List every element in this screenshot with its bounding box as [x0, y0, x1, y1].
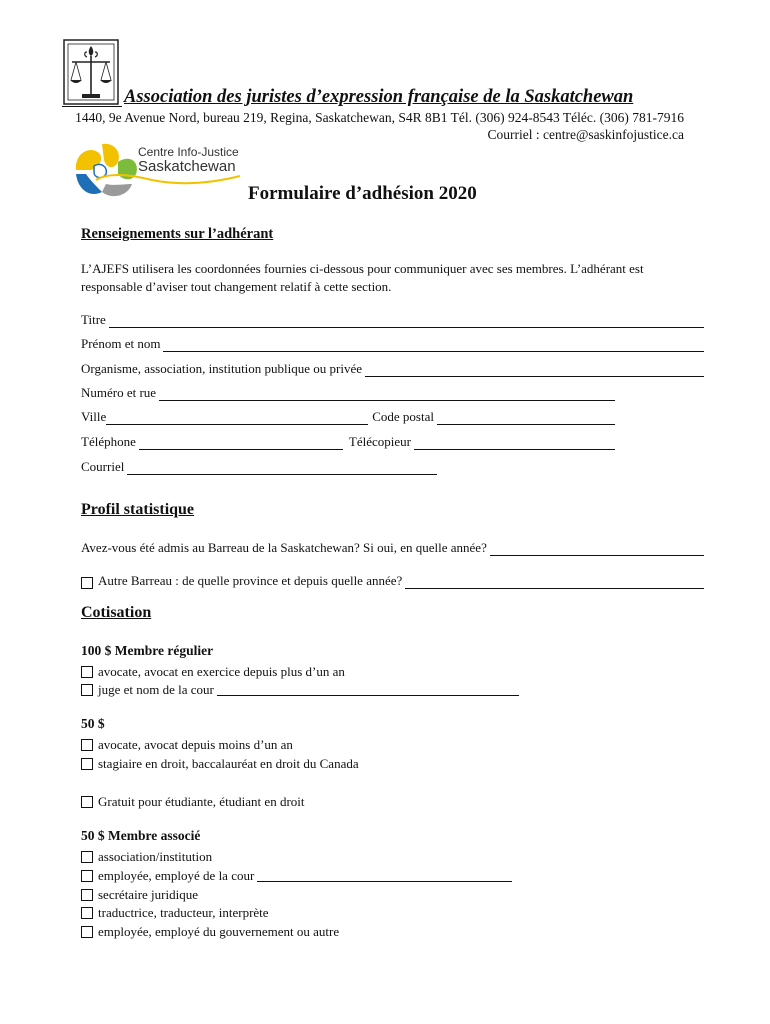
email-label: Courriel [81, 459, 125, 474]
phone-label: Téléphone [81, 434, 136, 449]
name-label: Prénom et nom [81, 336, 161, 351]
city-blank[interactable] [106, 412, 368, 425]
other-bar-checkbox[interactable] [81, 577, 93, 589]
associate-option-label: employée, employé de la cour [98, 867, 255, 883]
name-blank[interactable] [163, 339, 704, 352]
city-label: Ville [81, 409, 107, 424]
regular-option-checkbox[interactable] [81, 684, 93, 696]
bar-question-label: Avez-vous été admis au Barreau de la Saskatchewan? Si oui, en quelle année? [81, 540, 487, 555]
stats-heading: Profil statistique [81, 501, 195, 518]
associate-fee-heading: 50 $ Membre associé [81, 828, 201, 843]
associate-option[interactable] [81, 885, 198, 904]
fifty-option[interactable] [81, 735, 293, 754]
court-name-blank[interactable] [217, 683, 519, 696]
header-rule [62, 106, 122, 107]
free-option-checkbox[interactable] [81, 796, 93, 808]
street-label: Numéro et rue [81, 385, 157, 400]
association-name: Association des juristes d’expression française de la Saskatchewan [124, 87, 634, 107]
free-option-label: Gratuit pour étudiante, étudiant en droit [98, 793, 305, 809]
organization-field[interactable] [81, 361, 704, 377]
regular-option-label: juge et nom de la cour [98, 681, 214, 697]
dues-heading: Cotisation [81, 604, 152, 621]
name-field[interactable] [81, 336, 704, 352]
association-address: 1440, 9e Avenue Nord, bureau 219, Regina, Saskatchewan, S4R 8B1 Tél. (306) 924-8543 Téléc. (306) 781-7916 [75, 110, 684, 125]
title-label: Titre [81, 312, 106, 327]
association-email: Courriel : centre@saskinfojustice.ca [487, 127, 684, 142]
fifty-option[interactable] [81, 754, 359, 773]
fax-label: Télécopieur [348, 434, 411, 449]
free-option[interactable] [81, 792, 305, 811]
regular-option[interactable] [81, 680, 519, 699]
fifty-fee-heading: 50 $ [81, 716, 105, 731]
associate-option-label: secrétaire juridique [98, 886, 198, 902]
regular-option-label: avocate, avocat en exercice depuis plus d’un an [98, 663, 345, 679]
associate-option-checkbox[interactable] [81, 926, 93, 938]
logo-line2: Saskatchewan [138, 158, 236, 175]
organization-label: Organisme, association, institution publique ou privée [81, 361, 363, 376]
court-employee-blank[interactable] [257, 869, 512, 882]
phone-fax-row [81, 434, 615, 450]
fifty-option-checkbox[interactable] [81, 739, 93, 751]
associate-option-checkbox[interactable] [81, 889, 93, 901]
member-info-intro: L’AJEFS utilisera les coordonnées fournies ci-dessous pour communiquer avec ses membres. L’adhérant est responsable d’aviser tout changement relatif à cette section. [81, 261, 644, 294]
other-bar-field[interactable] [81, 573, 704, 589]
phone-blank[interactable] [139, 437, 343, 450]
street-field[interactable] [81, 385, 615, 401]
associate-option[interactable] [81, 866, 512, 885]
fax-blank[interactable] [414, 437, 615, 450]
associate-option[interactable] [81, 922, 339, 941]
associate-option[interactable] [81, 847, 212, 866]
email-blank[interactable] [127, 462, 437, 475]
street-blank[interactable] [159, 388, 615, 401]
scales-of-justice-icon [62, 38, 120, 106]
regular-option[interactable] [81, 662, 345, 681]
city-postal-row [81, 409, 615, 425]
regular-fee-heading: 100 $ Membre régulier [81, 643, 214, 658]
member-info-heading: Renseignements sur l’adhérant [81, 226, 274, 242]
associate-option-checkbox[interactable] [81, 851, 93, 863]
postal-code-label: Code postal [372, 409, 434, 424]
fifty-option-label: avocate, avocat depuis moins d’un an [98, 736, 293, 752]
bar-year-blank[interactable] [490, 543, 704, 556]
associate-option-checkbox[interactable] [81, 907, 93, 919]
associate-option-checkbox[interactable] [81, 870, 93, 882]
associate-option-label: traductrice, traducteur, interprète [98, 904, 269, 920]
organization-blank[interactable] [365, 364, 704, 377]
form-title: Formulaire d’adhésion 2020 [248, 183, 477, 204]
regular-option-checkbox[interactable] [81, 666, 93, 678]
bar-admission-field[interactable] [81, 540, 704, 556]
fifty-option-checkbox[interactable] [81, 758, 93, 770]
associate-option[interactable] [81, 903, 269, 922]
associate-option-label: employée, employé du gouvernement ou autre [98, 923, 340, 939]
email-field[interactable] [81, 459, 437, 475]
title-blank[interactable] [109, 315, 704, 328]
logo-line1: Centre Info-Justice [138, 145, 239, 159]
title-field[interactable] [81, 312, 704, 328]
fifty-option-label: stagiaire en droit, baccalauréat en droit du Canada [98, 755, 359, 771]
postal-code-blank[interactable] [437, 412, 615, 425]
other-bar-blank[interactable] [405, 576, 704, 589]
associate-option-label: association/institution [98, 848, 213, 864]
other-bar-label: Autre Barreau : de quelle province et depuis quelle année? [98, 573, 403, 588]
